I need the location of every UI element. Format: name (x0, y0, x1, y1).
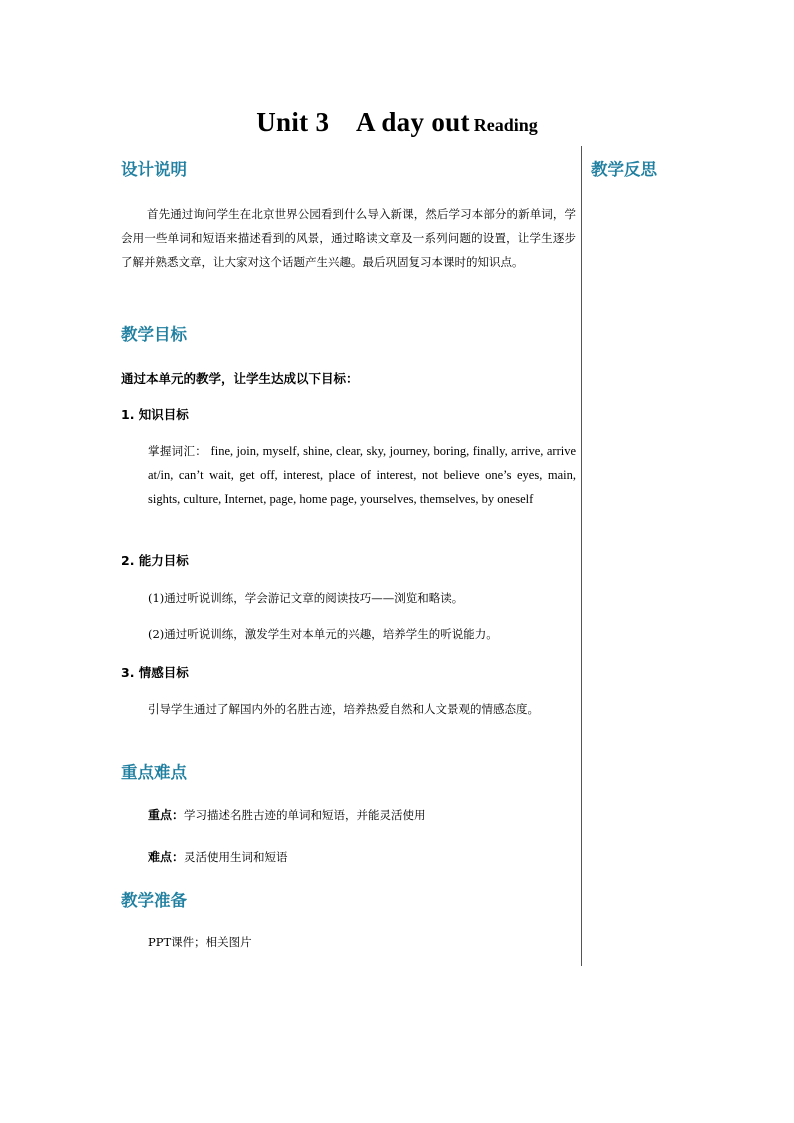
objectives-heading: 教学目标 (121, 325, 187, 344)
emotion-text: 引导学生通过了解国内外的名胜古迹，培养热爱自然和人文景观的情感态度。 (148, 702, 539, 716)
page-title (0, 107, 794, 138)
title-sub: Reading (473, 115, 538, 135)
ability-item-1: (1)通过听说训练，学会游记文章的阅读技巧——浏览和略读。 (148, 591, 464, 605)
difficult-text: 灵活使用生词和短语 (184, 850, 288, 864)
difficult-label: 难点： (148, 850, 185, 864)
ability-item-2: (2)通过听说训练，激发学生对本单元的兴趣，培养学生的听说能力。 (148, 627, 498, 641)
knowledge-prefix: 掌握词汇： (148, 444, 208, 458)
reflection-heading: 教学反思 (591, 160, 657, 179)
knowledge-label: 1. 知识目标 (121, 407, 189, 422)
preparation-text: PPT课件；相关图片 (148, 935, 252, 949)
knowledge-text (148, 439, 576, 511)
ability-label: 2. 能力目标 (121, 553, 189, 568)
key-point-line (148, 803, 576, 827)
design-heading: 设计说明 (121, 160, 187, 179)
design-text: 首先通过询问学生在北京世界公园看到什么导入新课，然后学习本部分的新单词，学会用一些单词和短语来描述看到的风景，通过略读文章及一系列问题的设置，让学生逐步了解并熟悉文章，让大家对这个话题产生兴趣。最后巩固复习本课时的知识点。 (121, 207, 576, 269)
key-text: 学习描述名胜古迹的单词和短语，并能灵活使用 (184, 808, 426, 822)
column-divider (581, 146, 582, 966)
preparation-heading: 教学准备 (121, 891, 187, 910)
difficult-point-line (148, 845, 576, 869)
title-main: Unit 3 A day out (256, 107, 470, 137)
key-label: 重点： (148, 808, 185, 822)
keypoints-heading: 重点难点 (121, 763, 187, 782)
knowledge-words: fine, join, myself, shine, clear, sky, journey, boring, finally, arrive, arrive at/in, can’t wait, get off, interest, place of interest, not believe one’s eyes, main, sights, culture, Internet, page, home page, yourselves, themselves, by oneself (148, 444, 576, 506)
emotion-label: 3. 情感目标 (121, 665, 189, 680)
objectives-intro: 通过本单元的教学，让学生达成以下目标： (121, 371, 359, 386)
